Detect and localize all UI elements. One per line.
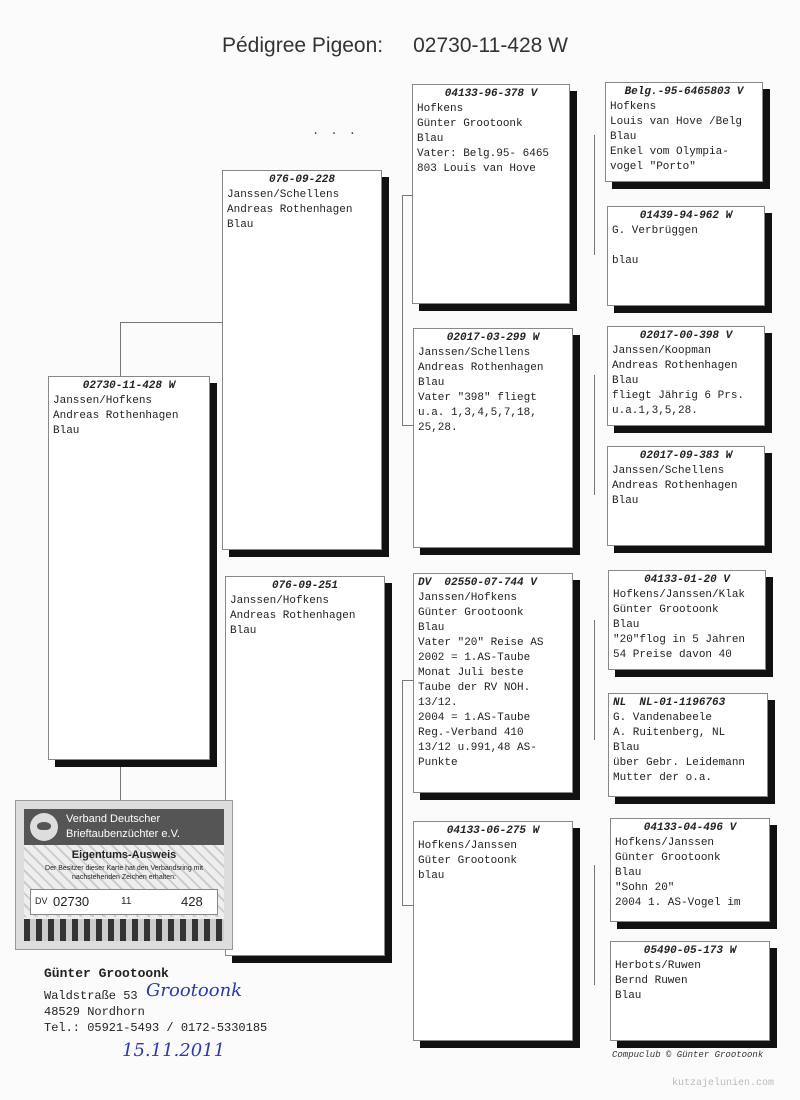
connector-line: [402, 680, 413, 681]
line-3: Blau: [230, 625, 257, 637]
connector-line: [402, 680, 403, 905]
pigeon-mf-card: [413, 573, 573, 793]
ring-number: Belg.-95-6465803 V: [624, 86, 744, 98]
owner-name: Günter Grootoonk: [44, 966, 169, 981]
page-title: [222, 34, 568, 58]
line-2: Bernd Ruwen: [615, 975, 688, 987]
connector-line: [594, 135, 595, 255]
line-2: Güter Grootoonk: [418, 855, 518, 867]
line-1: Janssen/Koopman: [612, 345, 712, 357]
card-ring-field: [30, 889, 218, 915]
ownership-card-body: [24, 809, 224, 941]
line-1: Hofkens/Janssen/Klak: [613, 589, 746, 601]
connector-line: [120, 322, 121, 378]
line-4: "20"flog in 5 Jahren: [613, 634, 746, 646]
line-1: Janssen/Schellens: [418, 347, 531, 359]
connector-line: [402, 195, 403, 425]
ring-number: 02017-09-383 W: [639, 450, 733, 462]
line-2: Andreas Rothenhagen: [612, 360, 738, 372]
line-1: Hofkens/Janssen: [615, 837, 715, 849]
ring-number: 04133-96-378 V: [444, 88, 538, 100]
line-9: 2004 = 1.AS-Taube: [418, 712, 531, 724]
line-4: über Gebr. Leidemann: [613, 757, 746, 769]
line-5: vogel "Porto": [610, 161, 696, 173]
ring-number: 076-09-228: [268, 174, 335, 186]
card-year: 11: [121, 896, 132, 907]
line-2: Andreas Rothenhagen: [53, 410, 179, 422]
line-1: G. Vandenabeele: [613, 712, 713, 724]
connector-line: [594, 620, 595, 740]
line-2: Günter Grootoonk: [615, 852, 721, 864]
ring-number: 02017-00-398 V: [639, 330, 733, 342]
pigeon-mmf-card: [610, 818, 770, 922]
line-5: 2002 = 1.AS-Taube: [418, 652, 531, 664]
pigeon-ffm-card: [607, 206, 765, 306]
ring-number: 02730-11-428 W: [82, 380, 176, 392]
line-1: Janssen/Hofkens: [53, 395, 153, 407]
watermark: kutzajelunien.com: [672, 1078, 775, 1089]
card-text: Der Besitzer dieser Karte hat den Verbandsring mit nachstehenden Zeichen erhalten:: [45, 865, 203, 881]
pigeon-logo-icon: [30, 813, 58, 841]
owner-city: 48529 Nordhorn: [44, 1005, 145, 1019]
card-dv: DV: [35, 896, 48, 906]
line-3: Blau: [610, 131, 637, 143]
owner-phone: Tel.: 05921-5493 / 0172-5330185: [44, 1021, 268, 1035]
pigeon-mff-card: [608, 570, 766, 670]
line-1: G. Verbrüggen: [612, 225, 698, 237]
ownership-card: [15, 800, 233, 950]
card-footer-pattern: [24, 919, 224, 941]
line-3: Blau: [615, 867, 642, 879]
handwritten-date: 15.11.2011: [122, 1040, 226, 1061]
title-label: Pédigree Pigeon:: [222, 34, 384, 57]
pigeon-mmm-card: [610, 941, 770, 1041]
line-5: 2004 1. AS-Vogel im: [615, 897, 741, 909]
connector-line: [594, 865, 595, 985]
connector-line: [120, 762, 121, 802]
line-1: Hofkens: [417, 103, 464, 115]
line-1: Janssen/Hofkens: [230, 595, 330, 607]
line-2: Günter Grootoonk: [613, 604, 719, 616]
handwritten-signature: Grootoonk: [146, 980, 243, 1001]
card-serial: 428: [181, 894, 203, 909]
line-3: Blau: [613, 742, 640, 754]
line-1: Janssen/Hofkens: [418, 592, 518, 604]
connector-line: [402, 905, 413, 906]
ring-number: DV 02550-07-744 V: [418, 577, 537, 589]
pigeon-fmm-card: [607, 446, 765, 546]
line-2: Andreas Rothenhagen: [612, 480, 738, 492]
line-2: Günter Grootoonk: [417, 118, 523, 130]
line-1: Herbots/Ruwen: [615, 960, 701, 972]
line-3: blau: [612, 255, 639, 267]
line-3: Blau: [418, 377, 445, 389]
line-5: u.a. 1,3,4,5,7,18,: [418, 407, 537, 419]
line-5: Mutter der o.a.: [613, 772, 713, 784]
pigeon-fff-card: [605, 82, 763, 182]
line-2: Andreas Rothenhagen: [230, 610, 356, 622]
ring-number: NL NL-01-1196763: [613, 697, 726, 709]
line-4: "Sohn 20": [615, 882, 675, 894]
line-3: Blau: [417, 133, 444, 145]
line-4: fliegt Jährig 6 Prs.: [612, 390, 745, 402]
line-1: Janssen/Schellens: [612, 465, 725, 477]
line-1: Hofkens: [610, 101, 657, 113]
pigeon-fm-card: [413, 328, 573, 548]
line-4: Vater: Belg.95- 6465: [417, 148, 550, 160]
connector-line: [594, 375, 595, 495]
ring-number: 04133-04-496 V: [643, 822, 737, 834]
ring-number: 02017-03-299 W: [446, 332, 540, 344]
line-2: Andreas Rothenhagen: [418, 362, 544, 374]
org-name-line-1: Verband Deutscher: [66, 813, 161, 825]
owner-street: Waldstraße 53: [44, 989, 138, 1003]
org-name-line-2: Brieftaubenzüchter e.V.: [66, 828, 180, 840]
line-4: Enkel vom Olympia-: [610, 146, 729, 158]
line-5: 54 Preise davon 40: [613, 649, 732, 661]
line-2: Andreas Rothenhagen: [227, 204, 353, 216]
ring-number: 04133-01-20 V: [644, 574, 730, 586]
dotted-marker: . . .: [312, 124, 359, 138]
line-4: Vater "20" Reise AS: [418, 637, 544, 649]
line-10: Reg.-Verband 410: [418, 727, 524, 739]
pigeon-father-card: [222, 170, 382, 550]
line-2: Louis van Hove /Belg: [610, 116, 743, 128]
ring-number: 076-09-251: [271, 580, 338, 592]
pigeon-mother-card: [225, 576, 385, 956]
line-2: Günter Grootoonk: [418, 607, 524, 619]
title-ring-number: 02730-11-428 W: [413, 34, 568, 57]
line-2: A. Ruitenberg, NL: [613, 727, 726, 739]
line-3: Blau: [227, 219, 254, 231]
pigeon-mfm-card: [608, 693, 768, 797]
pigeon-mm-card: [413, 821, 573, 1041]
line-3: Blau: [615, 990, 642, 1002]
pigeon-ff-card: [412, 84, 570, 304]
line-1: Hofkens/Janssen: [418, 840, 518, 852]
line-3: Blau: [418, 622, 445, 634]
line-3: Blau: [612, 495, 639, 507]
ring-number: 01439-94-962 W: [639, 210, 733, 222]
line-8: 13/12.: [418, 697, 458, 709]
line-2: [612, 239, 760, 254]
card-ring-number: 02730: [53, 894, 90, 909]
connector-line: [402, 425, 413, 426]
owner-block: [44, 966, 267, 1036]
line-12: Punkte: [418, 757, 458, 769]
line-4: Vater "398" fliegt: [418, 392, 537, 404]
connector-line: [120, 322, 222, 323]
ring-number: 04133-06-275 W: [446, 825, 540, 837]
card-title: Eigentums-Ausweis: [71, 849, 177, 861]
ring-number: 05490-05-173 W: [643, 945, 737, 957]
line-6: 25,28.: [418, 422, 458, 434]
line-5: 803 Louis van Hove: [417, 163, 536, 175]
pigeon-fmf-card: [607, 326, 765, 426]
line-6: Monat Juli beste: [418, 667, 524, 679]
line-3: Blau: [613, 619, 640, 631]
line-3: Blau: [612, 375, 639, 387]
line-3: Blau: [53, 425, 80, 437]
line-5: u.a.1,3,5,28.: [612, 405, 698, 417]
footer-credit: Compuclub © Günter Grootoonk: [612, 1050, 764, 1060]
pigeon-main-card: [48, 376, 210, 760]
line-3: blau: [418, 870, 445, 882]
card-header: [24, 809, 224, 845]
line-11: 13/12 u.991,48 AS-: [418, 742, 537, 754]
line-7: Taube der RV NOH.: [418, 682, 531, 694]
line-1: Janssen/Schellens: [227, 189, 340, 201]
